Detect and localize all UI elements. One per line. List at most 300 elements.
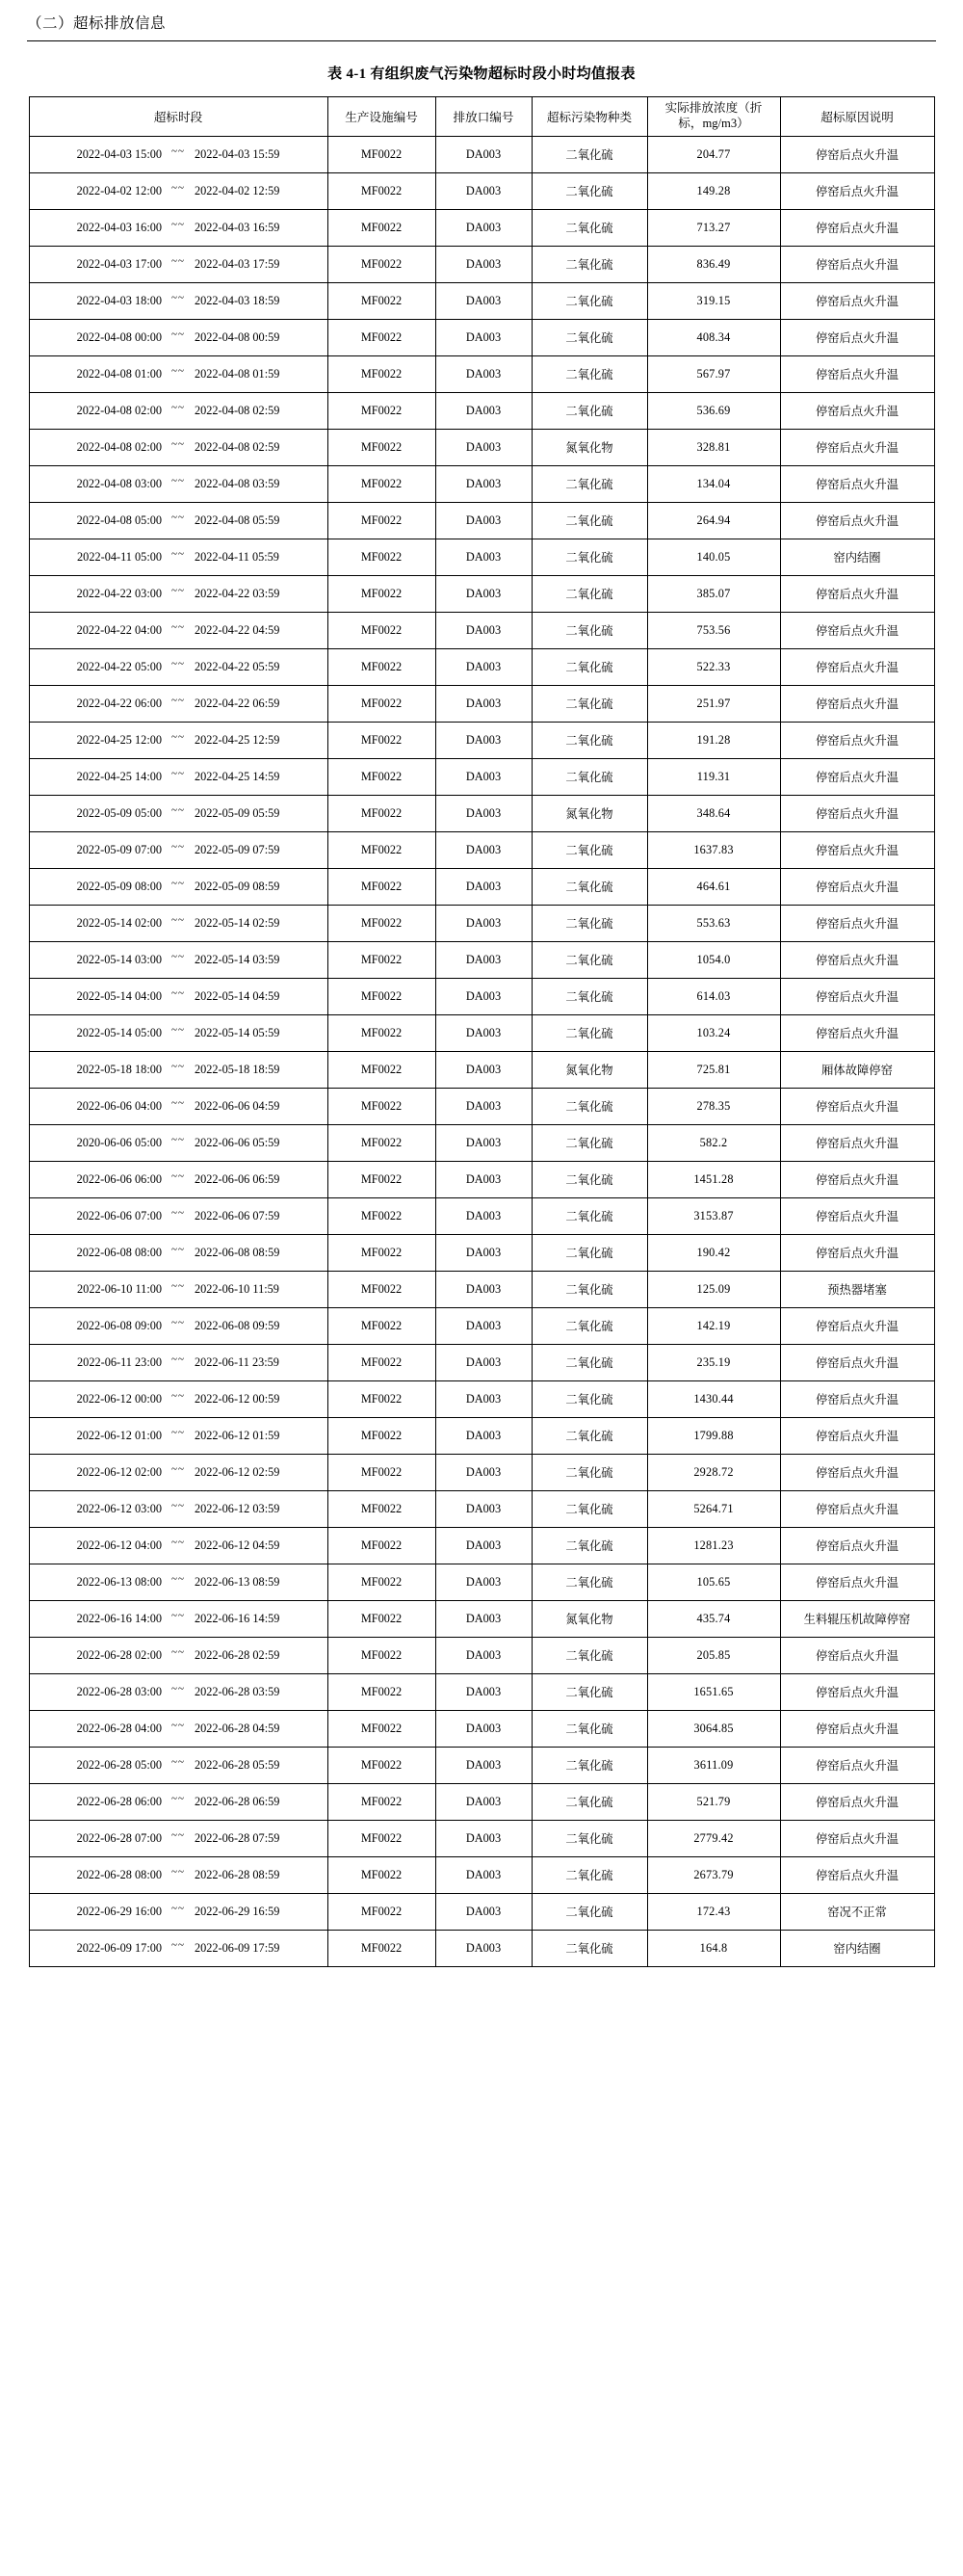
cell-outlet-code: DA003 [435, 1307, 532, 1344]
cell-pollutant-type: 二氧化硫 [532, 1014, 647, 1051]
cell-facility-code: MF0022 [327, 1417, 435, 1454]
period-end: 2022-04-22 06:59 [194, 696, 280, 710]
cell-facility-code: MF0022 [327, 1380, 435, 1417]
cell-concentration: 836.49 [647, 246, 780, 282]
table-row [29, 1197, 934, 1234]
cell-reason: 停窑后点火升温 [780, 758, 934, 795]
cell-concentration: 1799.88 [647, 1417, 780, 1454]
period-separator: ~~ [171, 255, 185, 268]
period-separator: ~~ [171, 1463, 185, 1476]
cell-period [29, 722, 327, 758]
period-end: 2022-04-03 16:59 [194, 220, 280, 234]
period-separator: ~~ [171, 219, 185, 231]
cell-concentration: 204.77 [647, 136, 780, 172]
table-row [29, 1344, 934, 1380]
table-row [29, 1454, 934, 1490]
cell-period [29, 1307, 327, 1344]
header-divider [27, 40, 936, 41]
period-separator: ~~ [171, 1427, 185, 1439]
table-row [29, 1161, 934, 1197]
cell-reason: 停窑后点火升温 [780, 1564, 934, 1600]
cell-outlet-code: DA003 [435, 1856, 532, 1893]
cell-pollutant-type: 二氧化硫 [532, 1490, 647, 1527]
table-row [29, 136, 934, 172]
cell-concentration: 3153.87 [647, 1197, 780, 1234]
cell-facility-code: MF0022 [327, 1673, 435, 1710]
cell-period [29, 831, 327, 868]
cell-concentration: 385.07 [647, 575, 780, 612]
cell-concentration: 536.69 [647, 392, 780, 429]
period-start: 2022-06-12 03:00 [76, 1501, 163, 1515]
cell-facility-code: MF0022 [327, 941, 435, 978]
period-separator: ~~ [171, 1097, 185, 1110]
cell-concentration: 1451.28 [647, 1161, 780, 1197]
period-end: 2022-06-28 07:59 [194, 1830, 280, 1845]
cell-period [29, 392, 327, 429]
period-start: 2022-04-22 05:00 [76, 659, 163, 673]
period-separator: ~~ [171, 1207, 185, 1220]
column-header-concentration [647, 96, 780, 136]
table-row [29, 1820, 934, 1856]
cell-outlet-code: DA003 [435, 429, 532, 465]
cell-outlet-code: DA003 [435, 282, 532, 319]
cell-period [29, 941, 327, 978]
cell-reason: 停窑后点火升温 [780, 136, 934, 172]
period-end: 2022-05-09 08:59 [194, 879, 280, 893]
cell-facility-code: MF0022 [327, 612, 435, 648]
cell-concentration: 521.79 [647, 1783, 780, 1820]
period-end: 2022-04-08 00:59 [194, 329, 280, 344]
period-separator: ~~ [171, 914, 185, 927]
cell-concentration: 522.33 [647, 648, 780, 685]
period-separator: ~~ [171, 1244, 185, 1256]
period-separator: ~~ [171, 512, 185, 524]
table-row [29, 1747, 934, 1783]
period-end: 2022-04-08 01:59 [194, 366, 280, 381]
cell-reason: 预热器堵塞 [780, 1271, 934, 1307]
period-separator: ~~ [171, 841, 185, 854]
cell-reason: 停窑后点火升温 [780, 1417, 934, 1454]
period-start: 2022-04-22 04:00 [76, 622, 163, 637]
period-separator: ~~ [171, 1720, 185, 1732]
cell-facility-code: MF0022 [327, 1307, 435, 1344]
cell-concentration: 103.24 [647, 1014, 780, 1051]
period-separator: ~~ [171, 585, 185, 597]
cell-period [29, 1490, 327, 1527]
cell-pollutant-type: 二氧化硫 [532, 392, 647, 429]
cell-reason: 停窑后点火升温 [780, 1307, 934, 1344]
cell-outlet-code: DA003 [435, 1234, 532, 1271]
cell-facility-code: MF0022 [327, 502, 435, 539]
section-heading: （二）超标排放信息 [27, 15, 167, 32]
period-start: 2022-06-11 23:00 [77, 1354, 163, 1369]
cell-reason: 停窑后点火升温 [780, 246, 934, 282]
cell-outlet-code: DA003 [435, 685, 532, 722]
cell-pollutant-type: 二氧化硫 [532, 465, 647, 502]
cell-concentration: 1637.83 [647, 831, 780, 868]
cell-facility-code: MF0022 [327, 465, 435, 502]
period-separator: ~~ [171, 182, 185, 195]
cell-concentration: 235.19 [647, 1344, 780, 1380]
cell-outlet-code: DA003 [435, 795, 532, 831]
table-row [29, 429, 934, 465]
period-start: 2022-06-16 14:00 [76, 1611, 163, 1625]
cell-reason: 停窑后点火升温 [780, 172, 934, 209]
cell-facility-code: MF0022 [327, 1234, 435, 1271]
cell-facility-code: MF0022 [327, 172, 435, 209]
cell-period [29, 1161, 327, 1197]
cell-reason: 停窑后点火升温 [780, 795, 934, 831]
cell-pollutant-type: 二氧化硫 [532, 831, 647, 868]
cell-period [29, 246, 327, 282]
period-start: 2022-04-08 02:00 [76, 439, 163, 454]
cell-concentration: 582.2 [647, 1124, 780, 1161]
table-row [29, 1417, 934, 1454]
table-row [29, 758, 934, 795]
period-start: 2022-05-18 18:00 [76, 1062, 163, 1076]
cell-reason: 停窑后点火升温 [780, 1856, 934, 1893]
period-end: 2022-04-25 14:59 [194, 769, 280, 783]
cell-outlet-code: DA003 [435, 722, 532, 758]
table-row [29, 722, 934, 758]
cell-period [29, 1930, 327, 1966]
cell-pollutant-type: 氮氧化物 [532, 1051, 647, 1088]
cell-concentration: 553.63 [647, 905, 780, 941]
cell-reason: 窑内结圈 [780, 1930, 934, 1966]
cell-concentration: 264.94 [647, 502, 780, 539]
table-row [29, 1893, 934, 1930]
period-start: 2022-04-03 15:00 [76, 146, 163, 161]
cell-pollutant-type: 二氧化硫 [532, 941, 647, 978]
cell-period [29, 1783, 327, 1820]
cell-outlet-code: DA003 [435, 831, 532, 868]
table-row [29, 1380, 934, 1417]
cell-outlet-code: DA003 [435, 612, 532, 648]
cell-outlet-code: DA003 [435, 1930, 532, 1966]
period-start: 2022-06-12 04:00 [76, 1538, 163, 1552]
cell-period [29, 1271, 327, 1307]
cell-period [29, 1454, 327, 1490]
period-separator: ~~ [171, 1537, 185, 1549]
cell-outlet-code: DA003 [435, 648, 532, 685]
period-start: 2022-06-06 07:00 [76, 1208, 163, 1222]
cell-concentration: 1651.65 [647, 1673, 780, 1710]
cell-concentration: 2779.42 [647, 1820, 780, 1856]
period-end: 2022-06-12 00:59 [194, 1391, 280, 1406]
period-separator: ~~ [171, 658, 185, 670]
table-row [29, 831, 934, 868]
cell-facility-code: MF0022 [327, 1051, 435, 1088]
cell-period [29, 1417, 327, 1454]
cell-period [29, 502, 327, 539]
period-end: 2022-04-25 12:59 [194, 732, 280, 747]
period-separator: ~~ [171, 438, 185, 451]
cell-period [29, 209, 327, 246]
period-start: 2022-06-08 09:00 [76, 1318, 163, 1332]
period-start: 2022-04-08 02:00 [76, 403, 163, 417]
period-end: 2022-05-14 04:59 [194, 988, 280, 1003]
cell-period [29, 1856, 327, 1893]
cell-reason: 停窑后点火升温 [780, 1088, 934, 1124]
cell-reason: 窑内结圈 [780, 539, 934, 575]
table-row [29, 539, 934, 575]
period-end: 2022-06-12 04:59 [194, 1538, 280, 1552]
cell-pollutant-type: 二氧化硫 [532, 502, 647, 539]
cell-concentration: 190.42 [647, 1234, 780, 1271]
period-start: 2022-04-08 01:00 [76, 366, 163, 381]
cell-reason: 停窑后点火升温 [780, 1527, 934, 1564]
period-start: 2022-04-22 03:00 [76, 586, 163, 600]
cell-pollutant-type: 二氧化硫 [532, 209, 647, 246]
table-row [29, 1783, 934, 1820]
cell-reason: 停窑后点火升温 [780, 941, 934, 978]
period-end: 2022-05-09 05:59 [194, 805, 280, 820]
cell-outlet-code: DA003 [435, 392, 532, 429]
table-row [29, 355, 934, 392]
cell-concentration: 328.81 [647, 429, 780, 465]
cell-outlet-code: DA003 [435, 978, 532, 1014]
exceedance-report-table [29, 96, 935, 1967]
cell-concentration: 140.05 [647, 539, 780, 575]
cell-concentration: 348.64 [647, 795, 780, 831]
period-end: 2022-06-06 04:59 [194, 1098, 280, 1113]
period-end: 2022-06-08 08:59 [194, 1245, 280, 1259]
cell-period [29, 1014, 327, 1051]
period-end: 2022-04-22 04:59 [194, 622, 280, 637]
cell-period [29, 429, 327, 465]
cell-reason: 停窑后点火升温 [780, 612, 934, 648]
period-start: 2022-04-25 14:00 [76, 769, 163, 783]
period-start: 2022-04-02 12:00 [76, 183, 163, 197]
period-end: 2022-04-08 02:59 [194, 439, 280, 454]
table-row [29, 612, 934, 648]
cell-facility-code: MF0022 [327, 539, 435, 575]
table-row [29, 1051, 934, 1088]
period-separator: ~~ [171, 1756, 185, 1769]
cell-reason: 停窑后点火升温 [780, 685, 934, 722]
period-start: 2022-05-09 05:00 [76, 805, 163, 820]
cell-reason: 窑况不正常 [780, 1893, 934, 1930]
cell-concentration: 435.74 [647, 1600, 780, 1637]
cell-reason: 停窑后点火升温 [780, 355, 934, 392]
cell-outlet-code: DA003 [435, 1710, 532, 1747]
cell-outlet-code: DA003 [435, 172, 532, 209]
period-end: 2022-06-28 04:59 [194, 1721, 280, 1735]
cell-facility-code: MF0022 [327, 209, 435, 246]
period-separator: ~~ [171, 329, 185, 341]
cell-concentration: 753.56 [647, 612, 780, 648]
cell-pollutant-type: 二氧化硫 [532, 1783, 647, 1820]
cell-facility-code: MF0022 [327, 392, 435, 429]
cell-outlet-code: DA003 [435, 1564, 532, 1600]
period-start: 2022-06-12 01:00 [76, 1428, 163, 1442]
cell-outlet-code: DA003 [435, 1527, 532, 1564]
period-separator: ~~ [171, 731, 185, 744]
cell-period [29, 1344, 327, 1380]
cell-period [29, 539, 327, 575]
cell-facility-code: MF0022 [327, 355, 435, 392]
cell-outlet-code: DA003 [435, 246, 532, 282]
period-end: 2022-05-09 07:59 [194, 842, 280, 856]
cell-pollutant-type: 二氧化硫 [532, 246, 647, 282]
cell-facility-code: MF0022 [327, 1637, 435, 1673]
cell-concentration: 2673.79 [647, 1856, 780, 1893]
table-row [29, 868, 934, 905]
table-row [29, 465, 934, 502]
table-row [29, 502, 934, 539]
cell-outlet-code: DA003 [435, 1271, 532, 1307]
cell-concentration: 3611.09 [647, 1747, 780, 1783]
period-separator: ~~ [171, 1134, 185, 1146]
cell-period [29, 758, 327, 795]
cell-facility-code: MF0022 [327, 1344, 435, 1380]
cell-facility-code: MF0022 [327, 685, 435, 722]
cell-pollutant-type: 二氧化硫 [532, 1344, 647, 1380]
cell-pollutant-type: 二氧化硫 [532, 1893, 647, 1930]
cell-concentration: 1281.23 [647, 1527, 780, 1564]
period-separator: ~~ [171, 1903, 185, 1915]
period-end: 2022-05-14 03:59 [194, 952, 280, 966]
cell-period [29, 1820, 327, 1856]
period-end: 2022-05-14 02:59 [194, 915, 280, 930]
cell-concentration: 149.28 [647, 172, 780, 209]
cell-concentration: 172.43 [647, 1893, 780, 1930]
cell-pollutant-type: 二氧化硫 [532, 1088, 647, 1124]
period-separator: ~~ [171, 1354, 185, 1366]
period-separator: ~~ [171, 695, 185, 707]
period-separator: ~~ [171, 951, 185, 963]
cell-facility-code: MF0022 [327, 1893, 435, 1930]
cell-pollutant-type: 二氧化硫 [532, 685, 647, 722]
cell-reason: 停窑后点火升温 [780, 1454, 934, 1490]
cell-outlet-code: DA003 [435, 319, 532, 355]
period-end: 2022-04-03 17:59 [194, 256, 280, 271]
cell-reason: 停窑后点火升温 [780, 575, 934, 612]
cell-outlet-code: DA003 [435, 1344, 532, 1380]
cell-pollutant-type: 二氧化硫 [532, 868, 647, 905]
cell-reason: 停窑后点火升温 [780, 1197, 934, 1234]
cell-facility-code: MF0022 [327, 1710, 435, 1747]
period-start: 2022-05-14 05:00 [76, 1025, 163, 1039]
cell-pollutant-type: 二氧化硫 [532, 978, 647, 1014]
period-separator: ~~ [171, 1500, 185, 1512]
period-start: 2022-06-29 16:00 [76, 1904, 163, 1918]
cell-facility-code: MF0022 [327, 246, 435, 282]
period-start: 2022-04-11 05:00 [77, 549, 163, 564]
cell-facility-code: MF0022 [327, 1600, 435, 1637]
cell-period [29, 136, 327, 172]
cell-concentration: 408.34 [647, 319, 780, 355]
cell-outlet-code: DA003 [435, 1454, 532, 1490]
cell-outlet-code: DA003 [435, 1783, 532, 1820]
cell-outlet-code: DA003 [435, 1490, 532, 1527]
cell-period [29, 1747, 327, 1783]
table-title: 表 4-1 有组织废气污染物超标时段小时均值报表 [327, 66, 636, 82]
table-row [29, 1527, 934, 1564]
cell-facility-code: MF0022 [327, 722, 435, 758]
cell-period [29, 1234, 327, 1271]
cell-period [29, 1380, 327, 1417]
cell-reason: 停窑后点火升温 [780, 1637, 934, 1673]
table-row [29, 1673, 934, 1710]
period-separator: ~~ [171, 365, 185, 378]
cell-pollutant-type: 二氧化硫 [532, 1930, 647, 1966]
cell-reason: 停窑后点火升温 [780, 392, 934, 429]
period-separator: ~~ [171, 878, 185, 890]
cell-reason: 停窑后点火升温 [780, 1234, 934, 1271]
period-end: 2022-06-28 02:59 [194, 1647, 280, 1662]
cell-pollutant-type: 二氧化硫 [532, 1307, 647, 1344]
period-end: 2022-06-12 01:59 [194, 1428, 280, 1442]
cell-reason: 停窑后点火升温 [780, 978, 934, 1014]
period-separator: ~~ [171, 145, 185, 158]
period-end: 2022-04-11 05:59 [194, 549, 279, 564]
cell-period [29, 355, 327, 392]
cell-facility-code: MF0022 [327, 1271, 435, 1307]
table-row [29, 648, 934, 685]
cell-pollutant-type: 氮氧化物 [532, 429, 647, 465]
cell-outlet-code: DA003 [435, 1051, 532, 1088]
cell-pollutant-type: 二氧化硫 [532, 648, 647, 685]
cell-period [29, 648, 327, 685]
period-end: 2022-06-13 08:59 [194, 1574, 280, 1589]
period-separator: ~~ [171, 1829, 185, 1842]
cell-period [29, 1600, 327, 1637]
period-start: 2022-04-25 12:00 [76, 732, 163, 747]
cell-outlet-code: DA003 [435, 1014, 532, 1051]
cell-pollutant-type: 二氧化硫 [532, 539, 647, 575]
table-row [29, 1234, 934, 1271]
cell-pollutant-type: 二氧化硫 [532, 1417, 647, 1454]
cell-reason: 停窑后点火升温 [780, 1380, 934, 1417]
cell-outlet-code: DA003 [435, 1197, 532, 1234]
cell-reason: 停窑后点火升温 [780, 1783, 934, 1820]
cell-pollutant-type: 氮氧化物 [532, 1600, 647, 1637]
table-row [29, 1014, 934, 1051]
period-end: 2022-06-06 06:59 [194, 1171, 280, 1186]
period-start: 2022-04-03 16:00 [76, 220, 163, 234]
cell-pollutant-type: 二氧化硫 [532, 575, 647, 612]
cell-concentration: 142.19 [647, 1307, 780, 1344]
period-separator: ~~ [171, 768, 185, 780]
cell-period [29, 319, 327, 355]
cell-outlet-code: DA003 [435, 1161, 532, 1197]
cell-pollutant-type: 二氧化硫 [532, 1197, 647, 1234]
period-separator: ~~ [171, 1866, 185, 1879]
period-end: 2022-06-16 14:59 [194, 1611, 280, 1625]
table-row [29, 941, 934, 978]
period-end: 2022-04-08 03:59 [194, 476, 280, 490]
period-end: 2022-06-28 08:59 [194, 1867, 280, 1881]
cell-pollutant-type: 二氧化硫 [532, 1710, 647, 1747]
cell-pollutant-type: 二氧化硫 [532, 1747, 647, 1783]
period-start: 2020-06-06 05:00 [76, 1135, 163, 1149]
cell-concentration: 119.31 [647, 758, 780, 795]
cell-pollutant-type: 二氧化硫 [532, 722, 647, 758]
table-row [29, 1307, 934, 1344]
period-end: 2022-06-06 05:59 [194, 1135, 280, 1149]
period-start: 2022-04-08 03:00 [76, 476, 163, 490]
period-start: 2022-06-28 08:00 [76, 1867, 163, 1881]
period-separator: ~~ [171, 402, 185, 414]
cell-pollutant-type: 二氧化硫 [532, 319, 647, 355]
cell-reason: 停窑后点火升温 [780, 1673, 934, 1710]
cell-period [29, 612, 327, 648]
cell-period [29, 575, 327, 612]
cell-concentration: 464.61 [647, 868, 780, 905]
table-row [29, 1600, 934, 1637]
cell-period [29, 1124, 327, 1161]
